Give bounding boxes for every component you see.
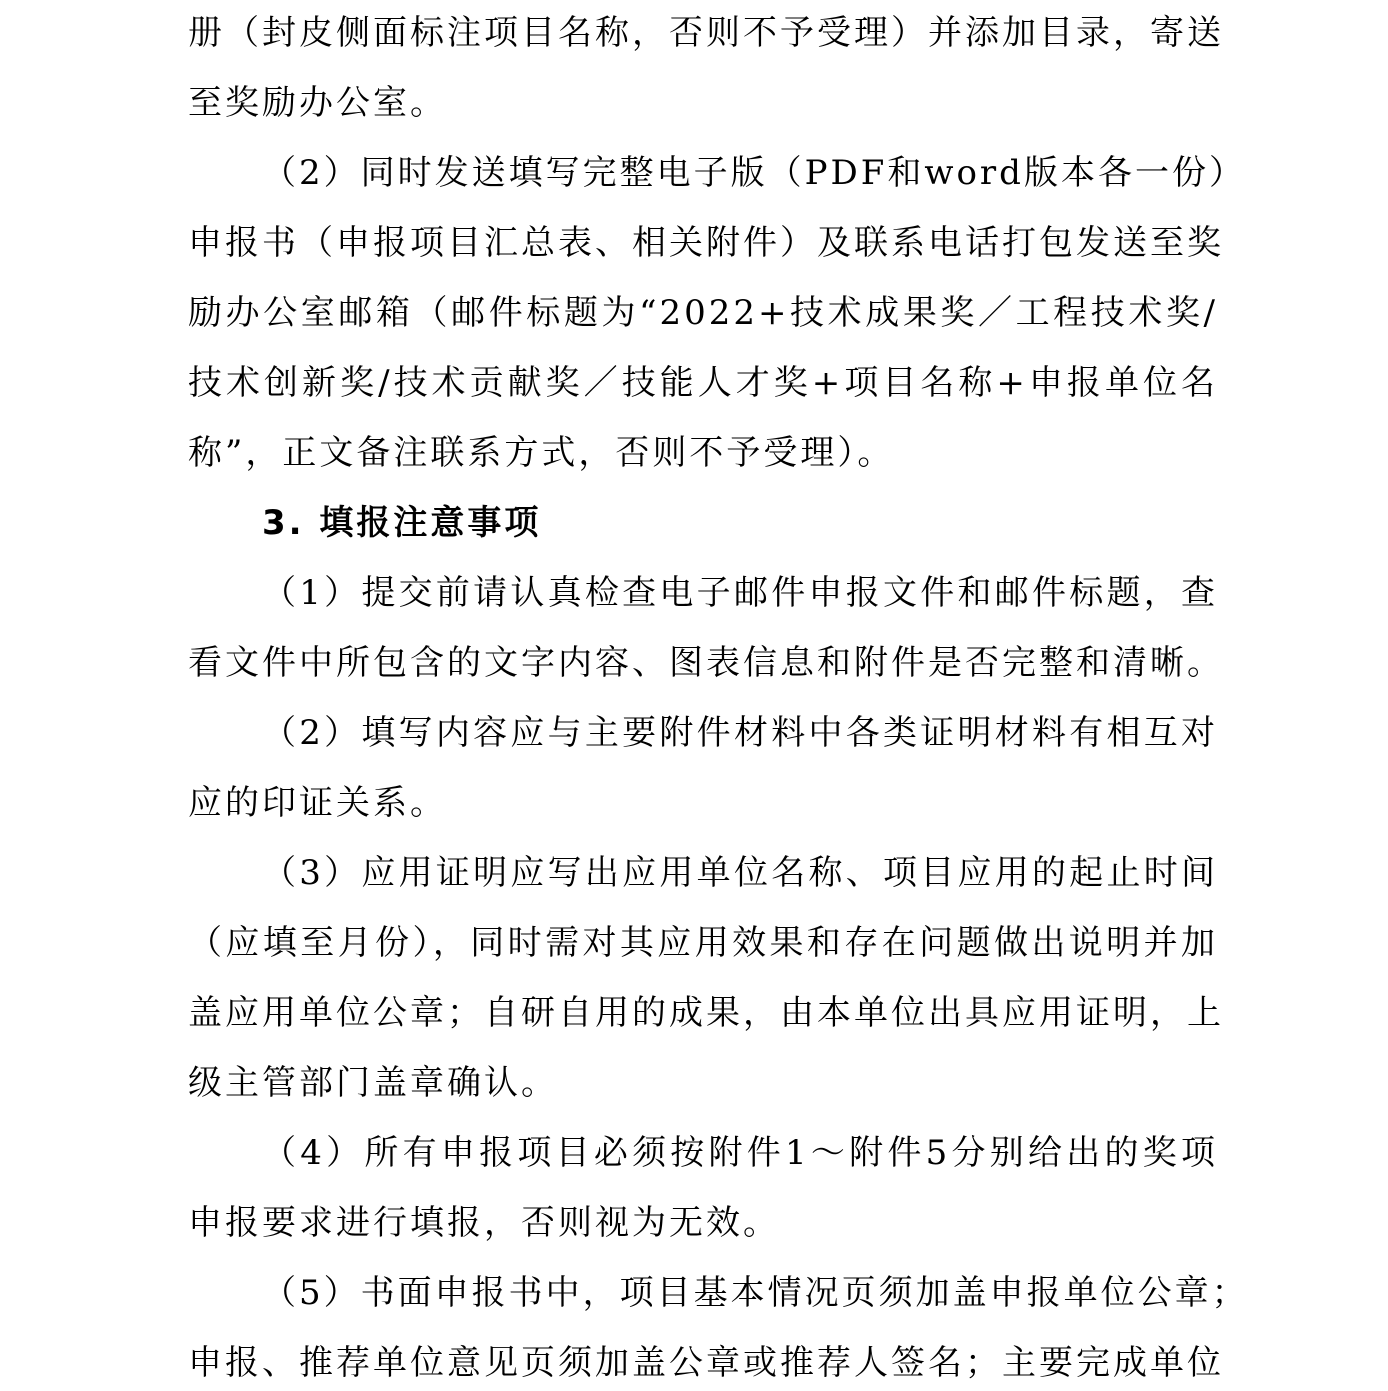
text-line: 励办公室邮箱（邮件标题为“2022+技术成果奖／工程技术奖/ [188, 293, 1218, 333]
text-line: 看文件中所包含的文字内容、图表信息和附件是否完整和清晰。 [188, 643, 1224, 683]
text-line: 申报、推荐单位意见页须加盖公章或推荐人签名；主要完成单位 [188, 1343, 1224, 1383]
text-line: 盖应用单位公章；自研自用的成果，由本单位出具应用证明，上 [188, 993, 1224, 1033]
text-line: （2）同时发送填写完整电子版（PDF和word版本各一份） [262, 153, 1246, 193]
text-line: 称”，正文备注联系方式，否则不予受理）。 [188, 433, 895, 473]
text-line: 技术创新奖/技术贡献奖／技能人才奖+项目名称+申报单位名 [188, 363, 1218, 403]
text-line: 申报书（申报项目汇总表、相关附件）及联系电话打包发送至奖 [188, 223, 1224, 263]
text-line: 册（封皮侧面标注项目名称，否则不予受理）并添加目录，寄送 [188, 13, 1224, 53]
text-line: 至奖励办公室。 [188, 83, 447, 123]
text-line: 级主管部门盖章确认。 [188, 1063, 558, 1103]
text-line: （4）所有申报项目必须按附件1～附件5分别给出的奖项 [262, 1133, 1218, 1173]
text-line: 申报要求进行填报，否则视为无效。 [188, 1203, 780, 1243]
text-line: （应填至月份），同时需对其应用效果和存在问题做出说明并加 [188, 923, 1218, 963]
text-line: 应的印证关系。 [188, 783, 447, 823]
section-heading: 3. 填报注意事项 [262, 503, 542, 543]
text-line: （3）应用证明应写出应用单位名称、项目应用的起止时间 [262, 853, 1218, 893]
text-line: （2）填写内容应与主要附件材料中各类证明材料有相互对 [262, 713, 1218, 753]
text-line: （1）提交前请认真检查电子邮件申报文件和邮件标题，查 [262, 573, 1218, 613]
text-line: （5）书面申报书中，项目基本情况页须加盖申报单位公章； [262, 1273, 1249, 1313]
